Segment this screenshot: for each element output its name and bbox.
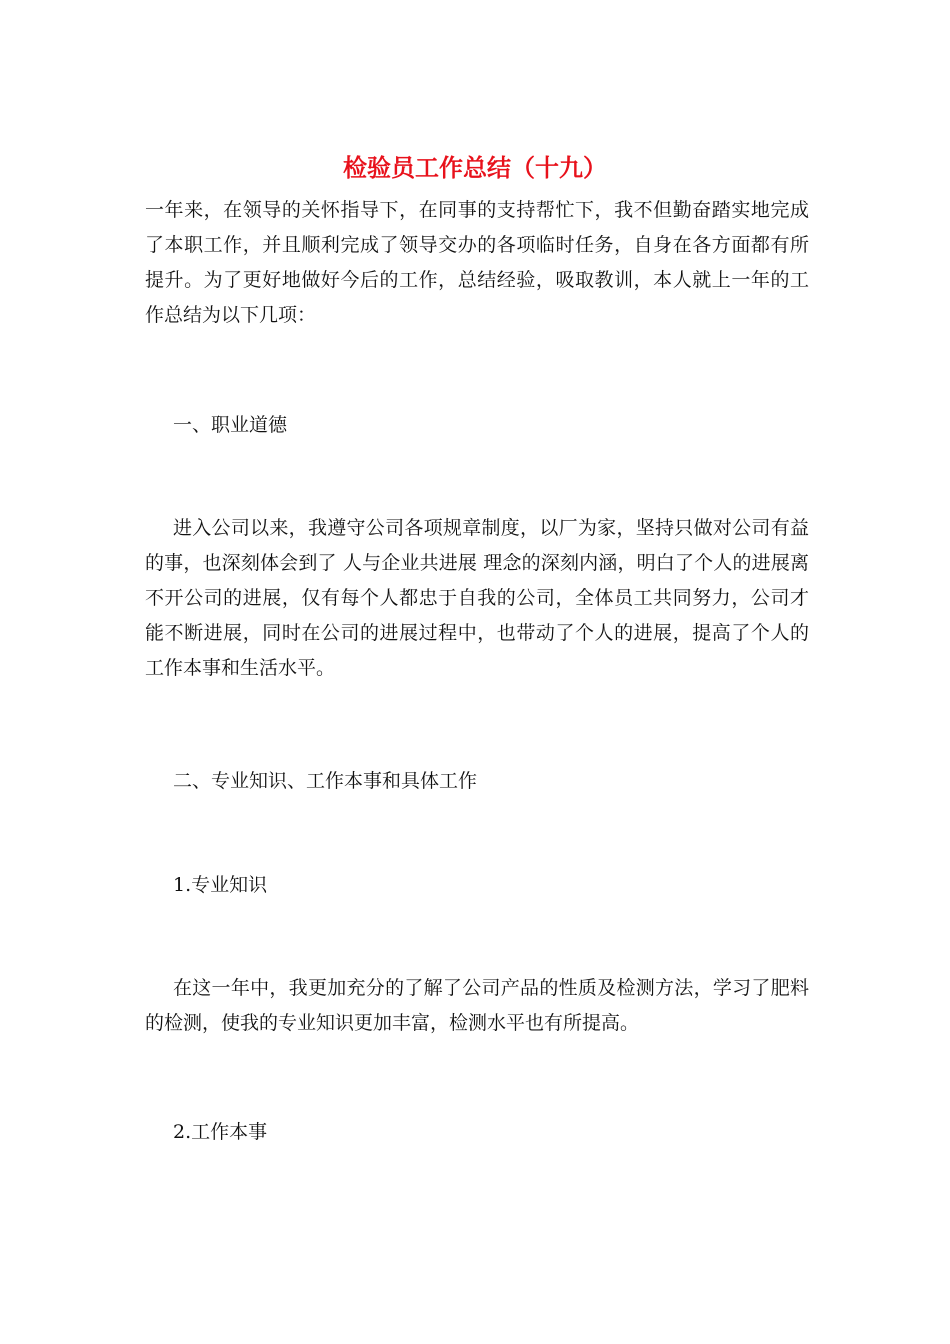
section-heading-knowledge: 二、专业知识、工作本事和具体工作 <box>173 770 478 792</box>
subheading-professional-knowledge: 1.专业知识 <box>173 874 268 896</box>
intro-paragraph: 一年来，在领导的关怀指导下，在同事的支持帮忙下，我不但勤奋踏实地完成了本职工作，并且顺利完成了领导交办的各项临时任务，自身在各方面都有所提升。为了更好地做好今后的工作，总结经验，吸取教训，本人就上一年的工作总结为以下几项： <box>145 199 809 326</box>
ethics-paragraph: 进入公司以来，我遵守公司各项规章制度，以厂为家，坚持只做对公司有益的事，也深刻体会到了 人与企业共进展 理念的深刻内涵，明白了个人的进展离不开公司的进展，仅有每个人都忠于自我的公司，全体员工共同努力，公司才能不断进展，同时在公司的进展过程中，也带动了个人的进展，提高了个人的工作本事和生活水平。 <box>145 517 809 679</box>
knowledge-paragraph: 在这一年中，我更加充分的了解了公司产品的性质及检测方法，学习了肥料的检测，使我的专业知识更加丰富，检测水平也有所提高。 <box>145 977 809 1034</box>
subheading-work-ability: 2.工作本事 <box>173 1121 268 1143</box>
section-heading-ethics: 一、职业道德 <box>173 414 288 436</box>
document-title: 检验员工作总结（十九） <box>343 154 607 182</box>
